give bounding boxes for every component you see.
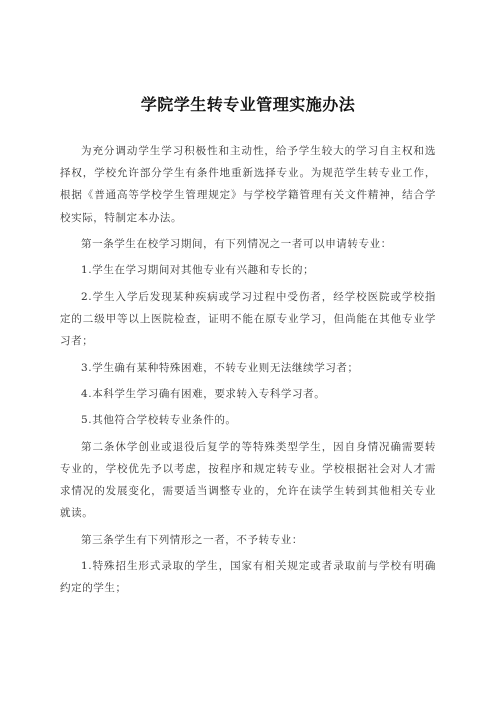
document-body (60, 140, 436, 604)
paragraph-intro: 为充分调动学生学习积极性和主动性，给予学生较大的学习自主权和选择权，学校允许部分学生有条件地重新选择专业。为规范学生转专业工作，根据《普通高等学校学生管理规定》与学校学籍管理有关文件精神，结合学校实际，特制定本办法。 (60, 145, 436, 224)
paragraph-item-1-4: 4.本科学生学习确有困难，要求转入专科学习者。 (81, 387, 326, 400)
document-title: 学院学生转专业管理实施办法 (140, 95, 356, 114)
paragraph-article-3: 第三条学生有下列情形之一者，不予转专业： (81, 533, 303, 546)
paragraph-item-3-1: 1.特殊招生形式录取的学生，国家有相关规定或者录取前与学校有明确约定的学生； (60, 560, 436, 595)
paragraph-item-1-3: 3.学生确有某种特殊困难，不转专业则无法继续学习者； (81, 361, 359, 374)
paragraph-item-1-2: 2.学生入学后发现某种疾病或学习过程中受伤者，经学校医院或学校指定的二级甲等以上医院检查，证明不能在原专业学习，但尚能在其他专业学习者； (60, 290, 436, 348)
paragraph-article-2: 第二条休学创业或退役后复学的等特殊类型学生，因自身情况确需要转专业的，学校优先予以考虑，按程序和规定转专业。学校根据社会对人才需求情况的发展变化，需要适当调整专业的，允许在读学生转到其他相关专业就读。 (60, 440, 436, 520)
paragraph-article-1: 第一条学生在校学习期间，有下列情况之一者可以申请转专业： (81, 238, 392, 250)
paragraph-item-1-1: 1.学生在学习期间对其他专业有兴趣和专长的； (81, 264, 315, 277)
paragraph-item-1-5: 5.其他符合学校转专业条件的。 (81, 414, 237, 427)
